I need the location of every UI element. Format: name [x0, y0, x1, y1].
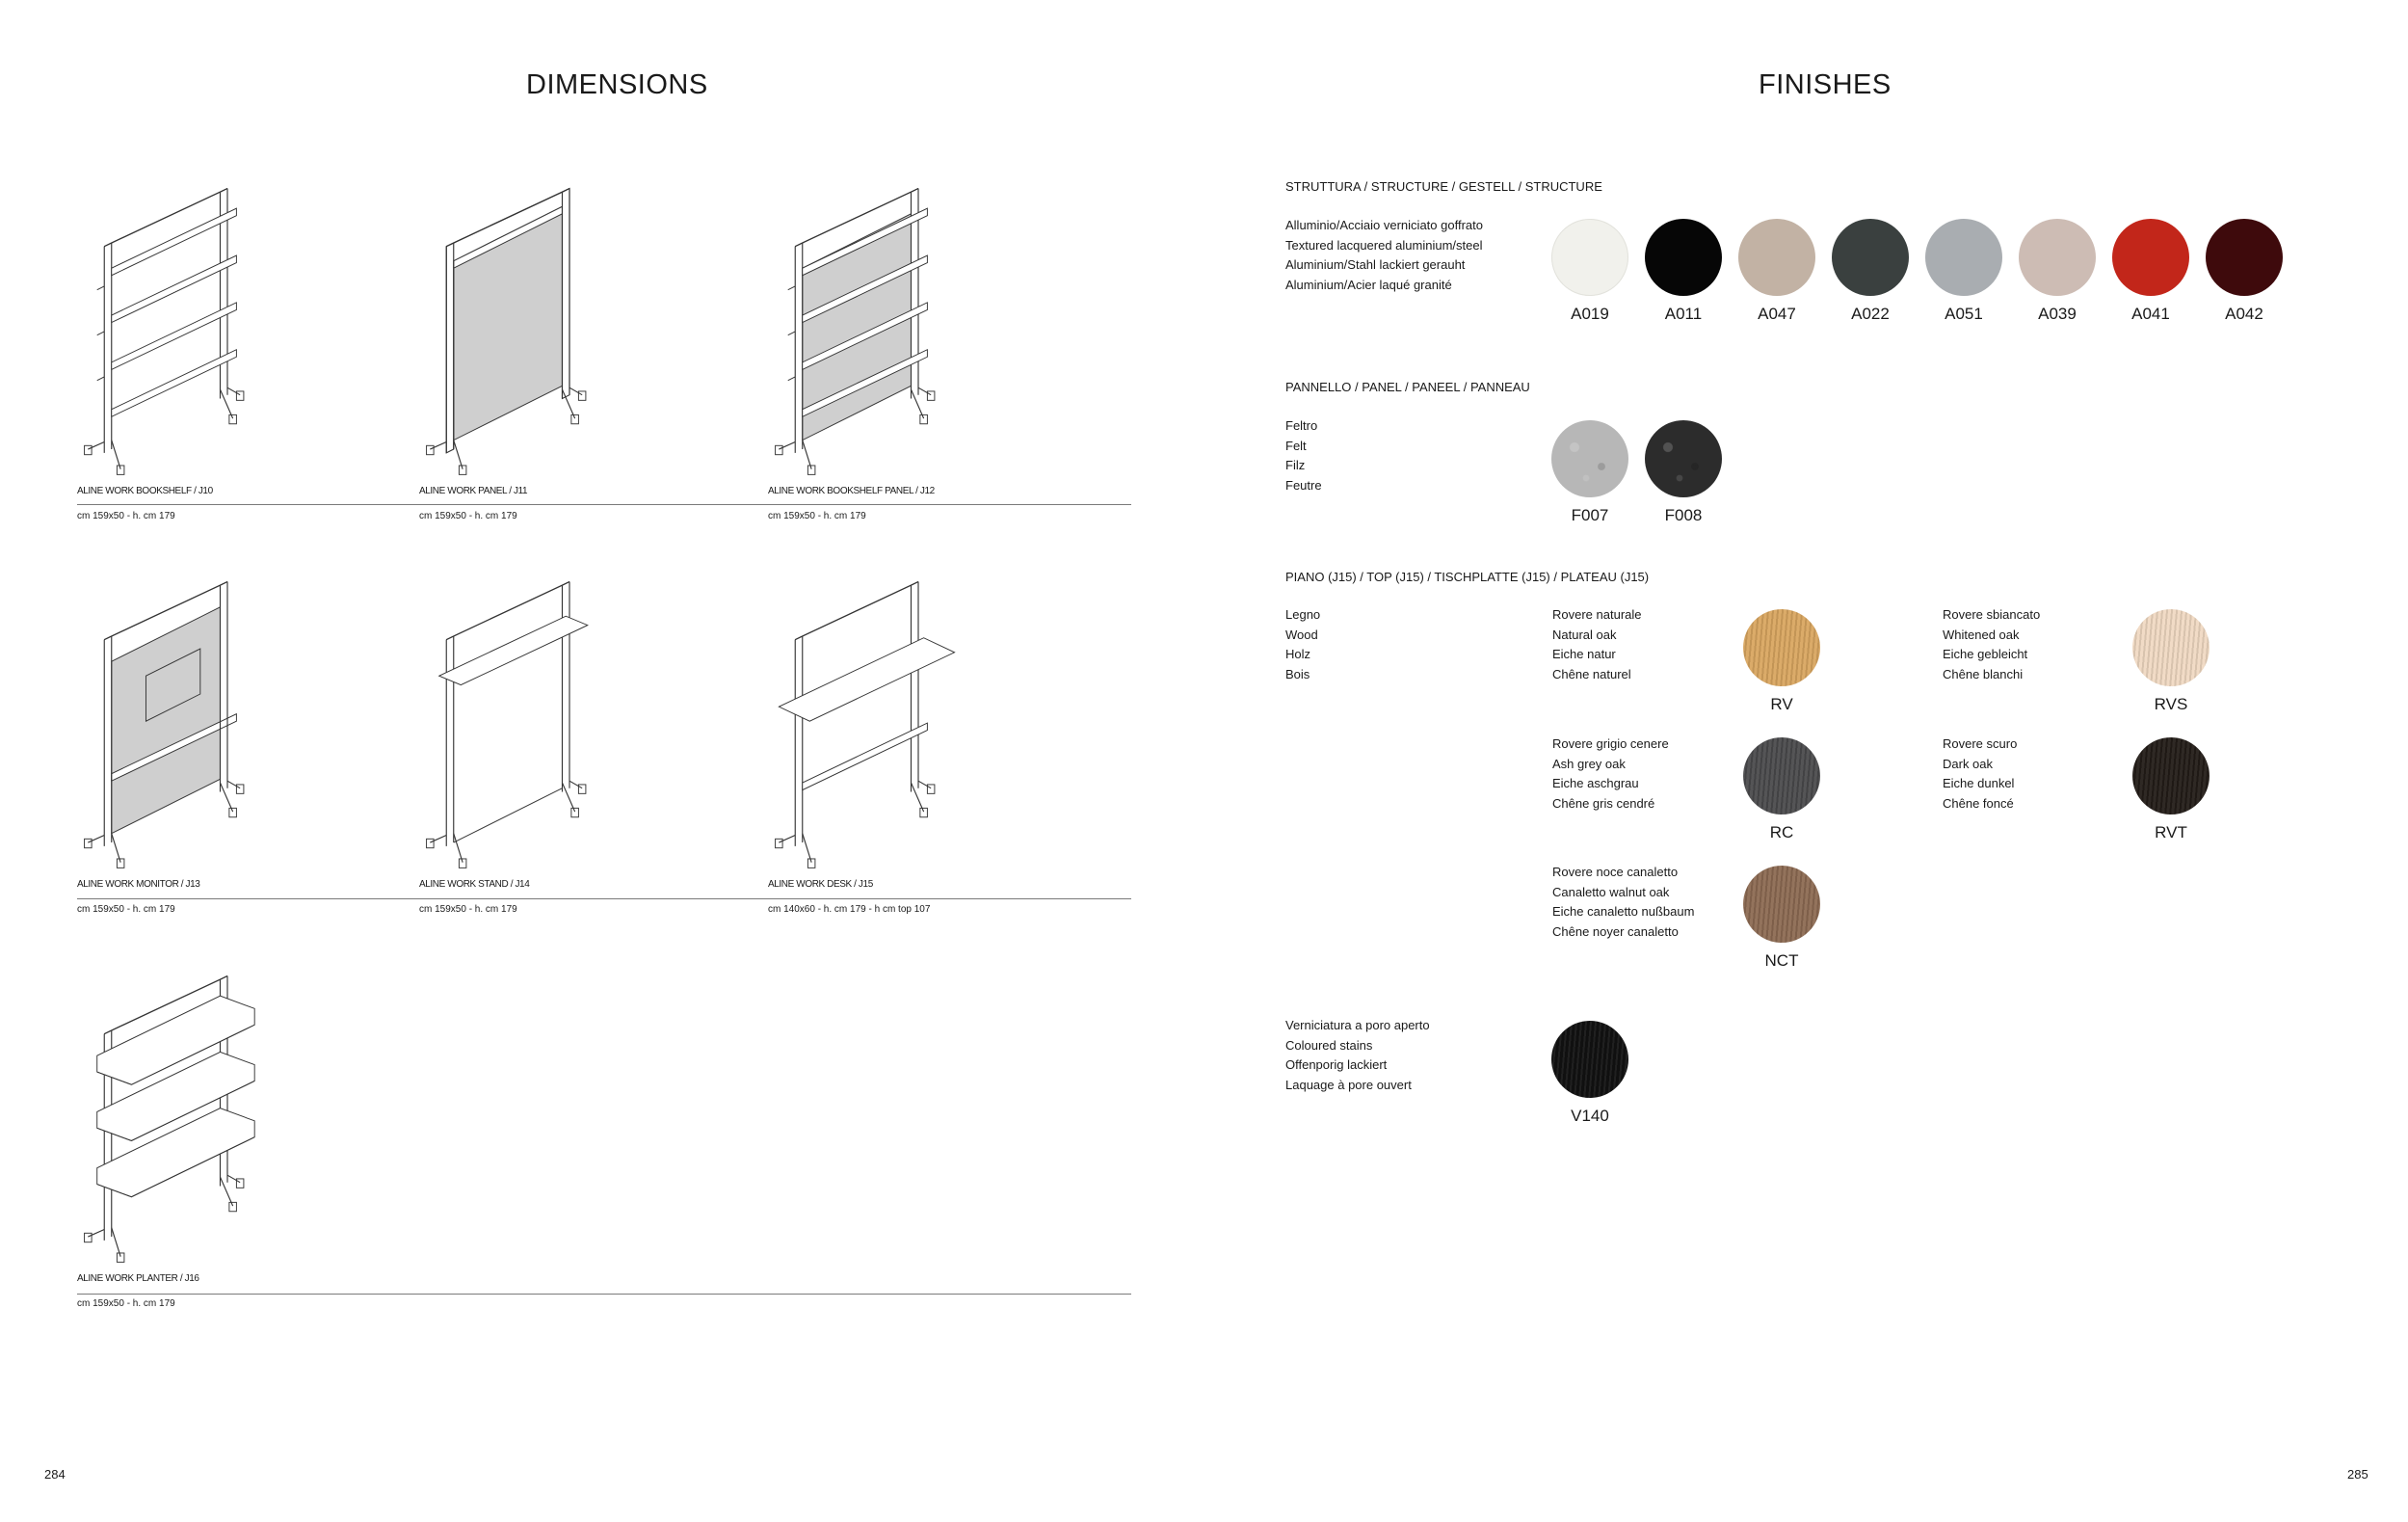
- monitor-drawing: [77, 574, 318, 873]
- divider: [77, 898, 1131, 899]
- product-name: ALINE WORK PANEL / J11: [419, 486, 528, 496]
- swatch-a019: [1551, 219, 1628, 296]
- swatch-code: RC: [1769, 823, 1794, 841]
- top-description: Legno Wood Holz Bois: [1285, 607, 1321, 681]
- bookshelf-panel-drawing: [768, 181, 1009, 480]
- swatch-code: F008: [1664, 506, 1703, 524]
- swatch-code: A051: [1945, 305, 1983, 323]
- swatch-a041: [2112, 219, 2189, 296]
- swatch-a047: [1738, 219, 1815, 296]
- product-size: cm 159x50 - h. cm 179: [77, 511, 175, 521]
- wood-description: Rovere grigio cenere Ash grey oak Eiche aschgrau Chêne gris cendré: [1552, 736, 1669, 811]
- swatch-code: RVT: [2155, 823, 2187, 841]
- swatch-nct: [1743, 866, 1820, 943]
- swatch-f007: [1551, 420, 1628, 497]
- divider: [77, 504, 1131, 505]
- stand-drawing: [419, 574, 660, 873]
- dimensions-title: DIMENSIONS: [526, 69, 708, 100]
- swatch-code: A011: [1664, 305, 1703, 323]
- swatch-code: RV: [1770, 695, 1793, 713]
- swatch-code: A047: [1758, 305, 1796, 323]
- swatch-a051: [1925, 219, 2002, 296]
- product-name: ALINE WORK MONITOR / J13: [77, 879, 200, 890]
- desk-drawing: [768, 574, 1009, 873]
- swatch-code: NCT: [1764, 951, 1799, 970]
- structure-heading: STRUTTURA / STRUCTURE / GESTELL / STRUCTURE: [1285, 179, 1602, 194]
- product-name: ALINE WORK BOOKSHELF / J10: [77, 486, 213, 496]
- panel-description: Feltro Felt Filz Feutre: [1285, 418, 1322, 493]
- product-size: cm 159x50 - h. cm 179: [768, 511, 866, 521]
- swatch-rv: [1743, 609, 1820, 686]
- wood-description: Rovere scuro Dark oak Eiche dunkel Chêne foncé: [1943, 736, 2018, 811]
- stain-description: Verniciatura a poro aperto Coloured stains Offenporig lackiert Laquage à pore ouvert: [1285, 1018, 1430, 1092]
- swatch-rvt: [2132, 737, 2210, 814]
- wood-description: Rovere sbiancato Whitened oak Eiche gebleicht Chêne blanchi: [1943, 607, 2041, 681]
- wood-description: Rovere naturale Natural oak Eiche natur Chêne naturel: [1552, 607, 1642, 681]
- planter-drawing: [77, 969, 318, 1268]
- swatch-a039: [2019, 219, 2096, 296]
- panel-drawing: [419, 181, 660, 480]
- product-size: cm 159x50 - h. cm 179: [419, 904, 517, 915]
- product-name: ALINE WORK STAND / J14: [419, 879, 530, 890]
- finishes-title: FINISHES: [1759, 69, 1892, 100]
- wood-description: Rovere noce canaletto Canaletto walnut oak Eiche canaletto nußbaum Chêne noyer canaletto: [1552, 865, 1695, 939]
- product-name: ALINE WORK DESK / J15: [768, 879, 873, 890]
- swatch-a011: [1645, 219, 1722, 296]
- swatch-code: A041: [2131, 305, 2170, 323]
- swatch-f008: [1645, 420, 1722, 497]
- product-size: cm 159x50 - h. cm 179: [77, 1298, 175, 1309]
- top-heading: PIANO (J15) / TOP (J15) / TISCHPLATTE (J15) / PLATEAU (J15): [1285, 570, 1650, 584]
- swatch-rc: [1743, 737, 1820, 814]
- swatch-code: F007: [1571, 506, 1609, 524]
- swatch-code: A042: [2225, 305, 2263, 323]
- panel-heading: PANNELLO / PANEL / PANEEL / PANNEAU: [1285, 380, 1530, 394]
- product-name: ALINE WORK BOOKSHELF PANEL / J12: [768, 486, 935, 496]
- product-size: cm 159x50 - h. cm 179: [419, 511, 517, 521]
- structure-description: Alluminio/Acciaio verniciato goffrato Textured lacquered aluminium/steel Aluminium/Stahl lackiert gerauht Aluminium/Acier laqué granité: [1285, 218, 1483, 292]
- swatch-code: V140: [1571, 1107, 1609, 1125]
- page-number-right: 285: [2347, 1467, 2368, 1482]
- swatch-a042: [2206, 219, 2283, 296]
- swatch-v140: [1551, 1021, 1628, 1098]
- page-number-left: 284: [44, 1467, 66, 1482]
- product-size: cm 159x50 - h. cm 179: [77, 904, 175, 915]
- swatch-a022: [1832, 219, 1909, 296]
- swatch-code: RVS: [2154, 695, 2188, 713]
- swatch-code: A022: [1851, 305, 1890, 323]
- swatch-code: A039: [2038, 305, 2077, 323]
- product-size: cm 140x60 - h. cm 179 - h cm top 107: [768, 904, 931, 915]
- bookshelf-drawing: [77, 181, 318, 480]
- divider: [77, 1294, 1131, 1295]
- swatch-rvs: [2132, 609, 2210, 686]
- product-name: ALINE WORK PLANTER / J16: [77, 1273, 199, 1284]
- swatch-code: A019: [1571, 305, 1609, 323]
